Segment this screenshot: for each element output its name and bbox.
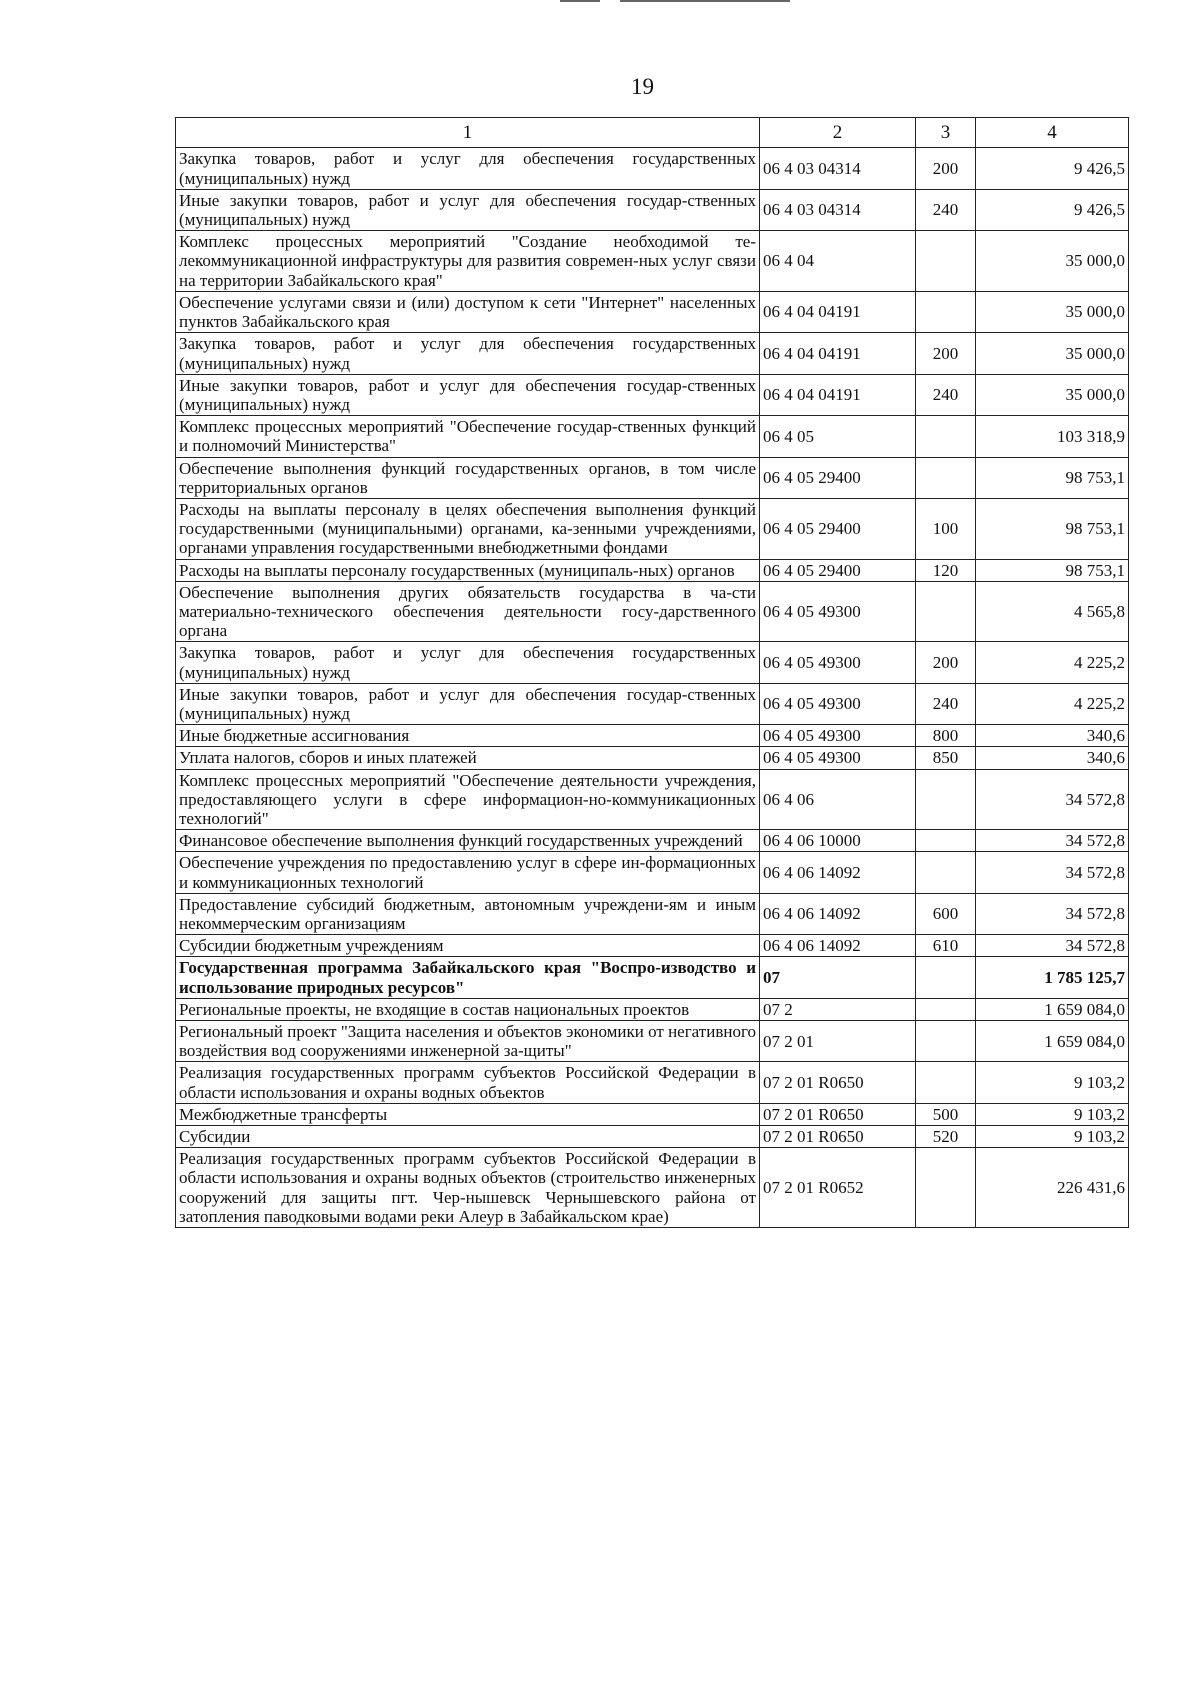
row-name: Обеспечение услугами связи и (или) доступом к сети "Интернет" населенных пунктов Забайкальского края xyxy=(176,291,760,332)
table-row xyxy=(176,852,1129,893)
row-type xyxy=(916,1021,976,1062)
table-row xyxy=(176,581,1129,642)
row-type xyxy=(916,957,976,998)
row-type: 200 xyxy=(916,148,976,189)
row-type xyxy=(916,998,976,1020)
table-row xyxy=(176,1021,1129,1062)
row-name: Комплекс процессных мероприятий "Обеспечение деятельности учреждения, предоставляющего услуги в сфере информацион-но-коммуникационных технологий" xyxy=(176,769,760,830)
table-row xyxy=(176,830,1129,852)
row-name: Уплата налогов, сборов и иных платежей xyxy=(176,747,760,769)
row-code: 07 2 01 R0650 xyxy=(760,1126,916,1148)
row-type: 850 xyxy=(916,747,976,769)
row-code: 06 4 05 49300 xyxy=(760,581,916,642)
row-amount: 9 103,2 xyxy=(976,1103,1129,1125)
row-type xyxy=(916,291,976,332)
table-row xyxy=(176,1062,1129,1103)
row-name: Реализация государственных программ субъектов Российской Федерации в области использования и охраны водных объектов (строительство инженерных сооружений для защиты пгт. Чер-нышевск Чернышевского района от затопления паводковыми водами реки Алеур в Забайкальском крае) xyxy=(176,1148,760,1228)
scan-artifact-line xyxy=(560,0,600,2)
row-code: 06 4 06 10000 xyxy=(760,830,916,852)
row-name: Межбюджетные трансферты xyxy=(176,1103,760,1125)
row-code: 06 4 05 49300 xyxy=(760,642,916,683)
row-type: 120 xyxy=(916,559,976,581)
row-amount: 98 753,1 xyxy=(976,559,1129,581)
row-code: 06 4 04 04191 xyxy=(760,374,916,415)
row-code: 06 4 04 xyxy=(760,231,916,292)
row-amount: 35 000,0 xyxy=(976,231,1129,292)
row-type: 610 xyxy=(916,935,976,957)
row-name: Комплекс процессных мероприятий "Создание необходимой те-лекоммуникационной инфраструктуры для развития современ-ных услуг связи на территории Забайкальского края" xyxy=(176,231,760,292)
row-amount: 1 659 084,0 xyxy=(976,998,1129,1020)
row-name: Иные закупки товаров, работ и услуг для обеспечения государ-ственных (муниципальных) нужд xyxy=(176,189,760,230)
table-row xyxy=(176,291,1129,332)
table-row xyxy=(176,333,1129,374)
table-row xyxy=(176,683,1129,724)
row-name: Закупка товаров, работ и услуг для обеспечения государственных (муниципальных) нужд xyxy=(176,642,760,683)
row-type: 520 xyxy=(916,1126,976,1148)
row-type xyxy=(916,852,976,893)
row-name: Иные закупки товаров, работ и услуг для обеспечения государ-ственных (муниципальных) нужд xyxy=(176,374,760,415)
row-name: Закупка товаров, работ и услуг для обеспечения государственных (муниципальных) нужд xyxy=(176,333,760,374)
row-code: 06 4 04 04191 xyxy=(760,333,916,374)
row-name: Иные бюджетные ассигнования xyxy=(176,725,760,747)
row-name: Реализация государственных программ субъектов Российской Федерации в области использования и охраны водных объектов xyxy=(176,1062,760,1103)
row-name: Обеспечение выполнения функций государственных органов, в том числе территориальных органов xyxy=(176,457,760,498)
row-code: 06 4 03 04314 xyxy=(760,189,916,230)
row-code: 06 4 06 xyxy=(760,769,916,830)
row-type: 100 xyxy=(916,498,976,559)
row-code: 06 4 04 04191 xyxy=(760,291,916,332)
table-row xyxy=(176,1103,1129,1125)
row-name: Иные закупки товаров, работ и услуг для обеспечения государ-ственных (муниципальных) нужд xyxy=(176,683,760,724)
row-name: Расходы на выплаты персоналу в целях обеспечения выполнения функций государственными (муниципальными) органами, ка-зенными учреждениями, органами управления государственными внебюджетными фондами xyxy=(176,498,760,559)
row-code: 06 4 05 49300 xyxy=(760,747,916,769)
row-code: 06 4 05 49300 xyxy=(760,683,916,724)
row-name: Расходы на выплаты персоналу государственных (муниципаль-ных) органов xyxy=(176,559,760,581)
table-row xyxy=(176,1126,1129,1148)
column-header-code: 2 xyxy=(760,118,916,148)
row-code: 06 4 05 29400 xyxy=(760,457,916,498)
row-amount: 34 572,8 xyxy=(976,830,1129,852)
table-row xyxy=(176,374,1129,415)
row-code: 06 4 03 04314 xyxy=(760,148,916,189)
table-row xyxy=(176,148,1129,189)
row-amount: 35 000,0 xyxy=(976,333,1129,374)
row-amount: 1 659 084,0 xyxy=(976,1021,1129,1062)
row-type xyxy=(916,231,976,292)
row-code: 07 2 01 R0652 xyxy=(760,1148,916,1228)
row-code: 06 4 05 xyxy=(760,416,916,457)
row-amount: 34 572,8 xyxy=(976,935,1129,957)
table-header-row xyxy=(176,118,1129,148)
column-header-name: 1 xyxy=(176,118,760,148)
row-amount: 4 225,2 xyxy=(976,642,1129,683)
table-row xyxy=(176,1148,1129,1228)
row-name: Финансовое обеспечение выполнения функций государственных учреждений xyxy=(176,830,760,852)
row-amount: 34 572,8 xyxy=(976,893,1129,934)
row-code: 07 2 xyxy=(760,998,916,1020)
row-type: 200 xyxy=(916,333,976,374)
row-code: 06 4 05 29400 xyxy=(760,559,916,581)
row-type: 240 xyxy=(916,683,976,724)
column-header-type: 3 xyxy=(916,118,976,148)
row-name: Субсидии xyxy=(176,1126,760,1148)
table-row xyxy=(176,498,1129,559)
row-type xyxy=(916,416,976,457)
row-type: 800 xyxy=(916,725,976,747)
row-amount: 34 572,8 xyxy=(976,769,1129,830)
table-row xyxy=(176,559,1129,581)
row-type xyxy=(916,830,976,852)
table-row xyxy=(176,747,1129,769)
row-type xyxy=(916,769,976,830)
row-type xyxy=(916,457,976,498)
row-type xyxy=(916,1062,976,1103)
table-row xyxy=(176,189,1129,230)
table-row xyxy=(176,998,1129,1020)
row-amount: 9 426,5 xyxy=(976,148,1129,189)
row-code: 06 4 06 14092 xyxy=(760,935,916,957)
row-amount: 4 565,8 xyxy=(976,581,1129,642)
row-amount: 35 000,0 xyxy=(976,374,1129,415)
row-code: 07 2 01 xyxy=(760,1021,916,1062)
row-name: Обеспечение учреждения по предоставлению услуг в сфере ин-формационных и коммуникационных технологий xyxy=(176,852,760,893)
row-code: 07 xyxy=(760,957,916,998)
row-type: 240 xyxy=(916,189,976,230)
row-amount: 35 000,0 xyxy=(976,291,1129,332)
row-code: 06 4 05 49300 xyxy=(760,725,916,747)
table-row xyxy=(176,769,1129,830)
table-row xyxy=(176,642,1129,683)
row-amount: 9 426,5 xyxy=(976,189,1129,230)
row-code: 06 4 06 14092 xyxy=(760,893,916,934)
table-body xyxy=(176,148,1129,1228)
table-row xyxy=(176,725,1129,747)
row-name: Закупка товаров, работ и услуг для обеспечения государственных (муниципальных) нужд xyxy=(176,148,760,189)
row-code: 07 2 01 R0650 xyxy=(760,1103,916,1125)
row-amount: 226 431,6 xyxy=(976,1148,1129,1228)
row-amount: 9 103,2 xyxy=(976,1062,1129,1103)
row-name: Региональный проект "Защита населения и объектов экономики от негативного воздействия вод сооружениями инженерной за-щиты" xyxy=(176,1021,760,1062)
table-row xyxy=(176,231,1129,292)
table-row xyxy=(176,457,1129,498)
row-code: 07 2 01 R0650 xyxy=(760,1062,916,1103)
budget-table xyxy=(175,117,1129,1228)
row-amount: 9 103,2 xyxy=(976,1126,1129,1148)
row-name: Обеспечение выполнения других обязательств государства в ча-сти материально-технического обеспечения деятельности госу-дарственного органа xyxy=(176,581,760,642)
row-amount: 98 753,1 xyxy=(976,457,1129,498)
row-type: 600 xyxy=(916,893,976,934)
row-name: Комплекс процессных мероприятий "Обеспечение государ-ственных функций и полномочий Министерства" xyxy=(176,416,760,457)
row-type xyxy=(916,581,976,642)
row-code: 06 4 06 14092 xyxy=(760,852,916,893)
row-name: Региональные проекты, не входящие в состав национальных проектов xyxy=(176,998,760,1020)
row-type xyxy=(916,1148,976,1228)
row-name: Предоставление субсидий бюджетным, автономным учреждени-ям и иным некоммерческим организациям xyxy=(176,893,760,934)
row-amount: 34 572,8 xyxy=(976,852,1129,893)
table-row xyxy=(176,416,1129,457)
row-amount: 4 225,2 xyxy=(976,683,1129,724)
table-row xyxy=(176,893,1129,934)
row-amount: 98 753,1 xyxy=(976,498,1129,559)
row-amount: 340,6 xyxy=(976,725,1129,747)
scan-artifact-line xyxy=(620,0,790,2)
row-amount: 103 318,9 xyxy=(976,416,1129,457)
column-header-amount: 4 xyxy=(976,118,1129,148)
page-number: 19 xyxy=(631,74,654,99)
row-amount: 340,6 xyxy=(976,747,1129,769)
row-type: 500 xyxy=(916,1103,976,1125)
row-name: Государственная программа Забайкальского края "Воспро-изводство и использование природных ресурсов" xyxy=(176,957,760,998)
row-name: Субсидии бюджетным учреждениям xyxy=(176,935,760,957)
row-code: 06 4 05 29400 xyxy=(760,498,916,559)
row-amount: 1 785 125,7 xyxy=(976,957,1129,998)
row-type: 240 xyxy=(916,374,976,415)
row-type: 200 xyxy=(916,642,976,683)
table-row xyxy=(176,957,1129,998)
table-row xyxy=(176,935,1129,957)
